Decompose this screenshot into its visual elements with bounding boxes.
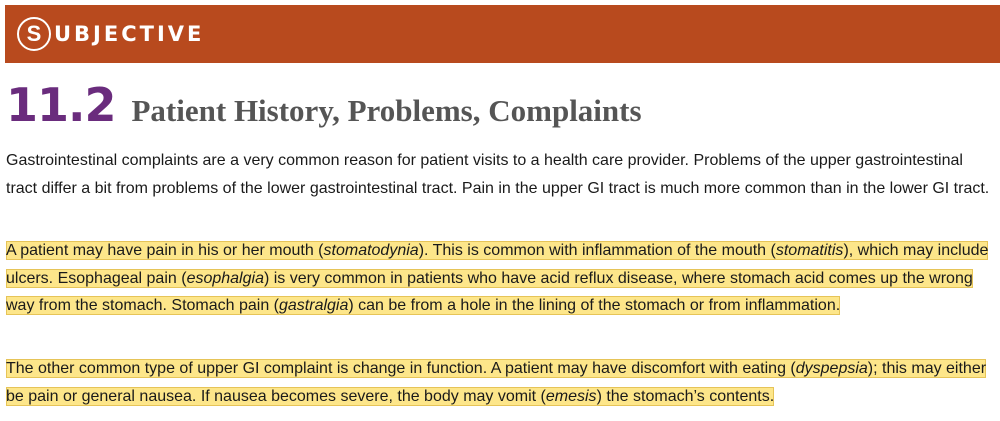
text-segment: ). This is common with inflammation of the mouth ( (418, 242, 776, 259)
section-heading (6, 78, 642, 132)
text-segment: ) the stomach’s contents. (596, 387, 775, 405)
term-esophalgia: esophalgia (186, 269, 264, 287)
text-segment: ) can be from a hole in the lining of the stomach or from inflammation. (348, 297, 841, 314)
section-number: 11.2 (6, 78, 116, 132)
term-stomatodynia: stomatodynia (323, 242, 419, 259)
paragraph-intro: Gastrointestinal complaints are a very common reason for patient visits to a health care provider. Problems of the upper gastrointestinal tract differ a bit from problems of the lower gastrointestinal tract. Pain in the upper GI tract is much more common than in the lower GI tract. (6, 152, 990, 197)
section-title: Patient History, Problems, Complaints (131, 93, 642, 128)
s-circle-icon (17, 17, 51, 51)
text-segment: The other common type of upper GI complaint is change in function. A patient may have discomfort with eating ( (6, 360, 796, 377)
banner-initial: S (26, 21, 42, 46)
section-banner (5, 5, 1000, 63)
text-segment: ) is very common in patients who have acid reflux disease, where stomach acid comes up the wrong way from the stomach. Stomach pain ( (6, 269, 973, 314)
text-segment: A patient may have pain in his or her mouth ( (6, 242, 324, 259)
text-segment: ), which may include ulcers. Esophageal pain ( (6, 242, 989, 287)
highlight-pain (6, 241, 988, 315)
paragraph-pain (6, 237, 992, 320)
term-emesis: emesis (545, 387, 597, 405)
text-segment: ); this may either be pain or general nausea. If nausea becomes severe, the body may vomit ( (6, 360, 987, 405)
term-stomatitis: stomatitis (775, 242, 844, 259)
paragraph-function (6, 355, 992, 410)
term-dyspepsia: dyspepsia (795, 360, 868, 377)
banner-title: UBJECTIVE (54, 22, 205, 46)
highlight-function (6, 359, 986, 406)
term-gastralgia: gastralgia (279, 297, 349, 314)
